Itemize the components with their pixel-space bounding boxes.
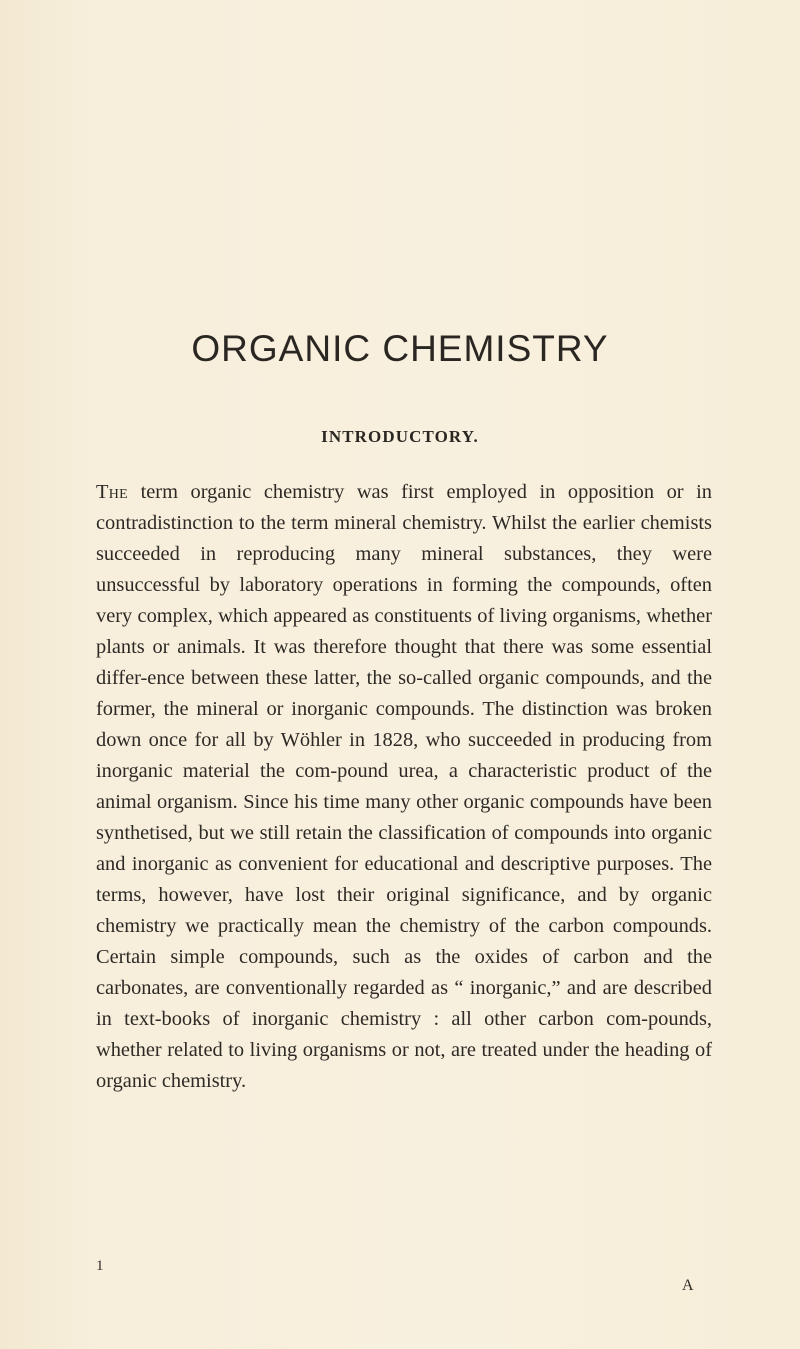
paragraph-body: term organic chemistry was first employed in opposition or in contradistinction to the term mineral chemistry. Whilst the earlier chemists succeeded in reproducing many mineral substances, they were unsuccessful by laboratory operations in forming the compounds, often very complex, which appeared as constituents of living organisms, whether plants or animals. It was therefore thought that there was some essential differ-ence between these latter, the so-called organic compounds, and the former, the mineral or inorganic compounds. The distinction was broken down once for all by Wöhler in 1828, who succeeded in producing from inorganic material the com-pound urea, a characteristic product of the animal organism. Since his time many other organic compounds have been synthetised, but we still retain the classification of compounds into organic and inorganic as convenient for educational and descriptive purposes. The terms, however, have lost their original significance, and by organic chemistry we practically mean the chemistry of the carbon compounds. Certain simple compounds, such as the oxides of carbon and the carbonates, are conventionally regarded as “ inorganic,” and are described in text-books of inorganic chemistry : all other carbon com-pounds, whether related to living organisms or not, are treated under the heading of organic chemistry. — [96, 481, 712, 1092]
section-heading: INTRODUCTORY. — [321, 427, 479, 446]
paragraph-text — [96, 477, 712, 1097]
lead-word: The — [96, 481, 129, 503]
page-title: ORGANIC CHEMISTRY — [191, 328, 609, 369]
signature-mark: A — [682, 1277, 694, 1294]
page-number: 1 — [96, 1258, 104, 1274]
body-paragraph — [96, 477, 712, 1097]
